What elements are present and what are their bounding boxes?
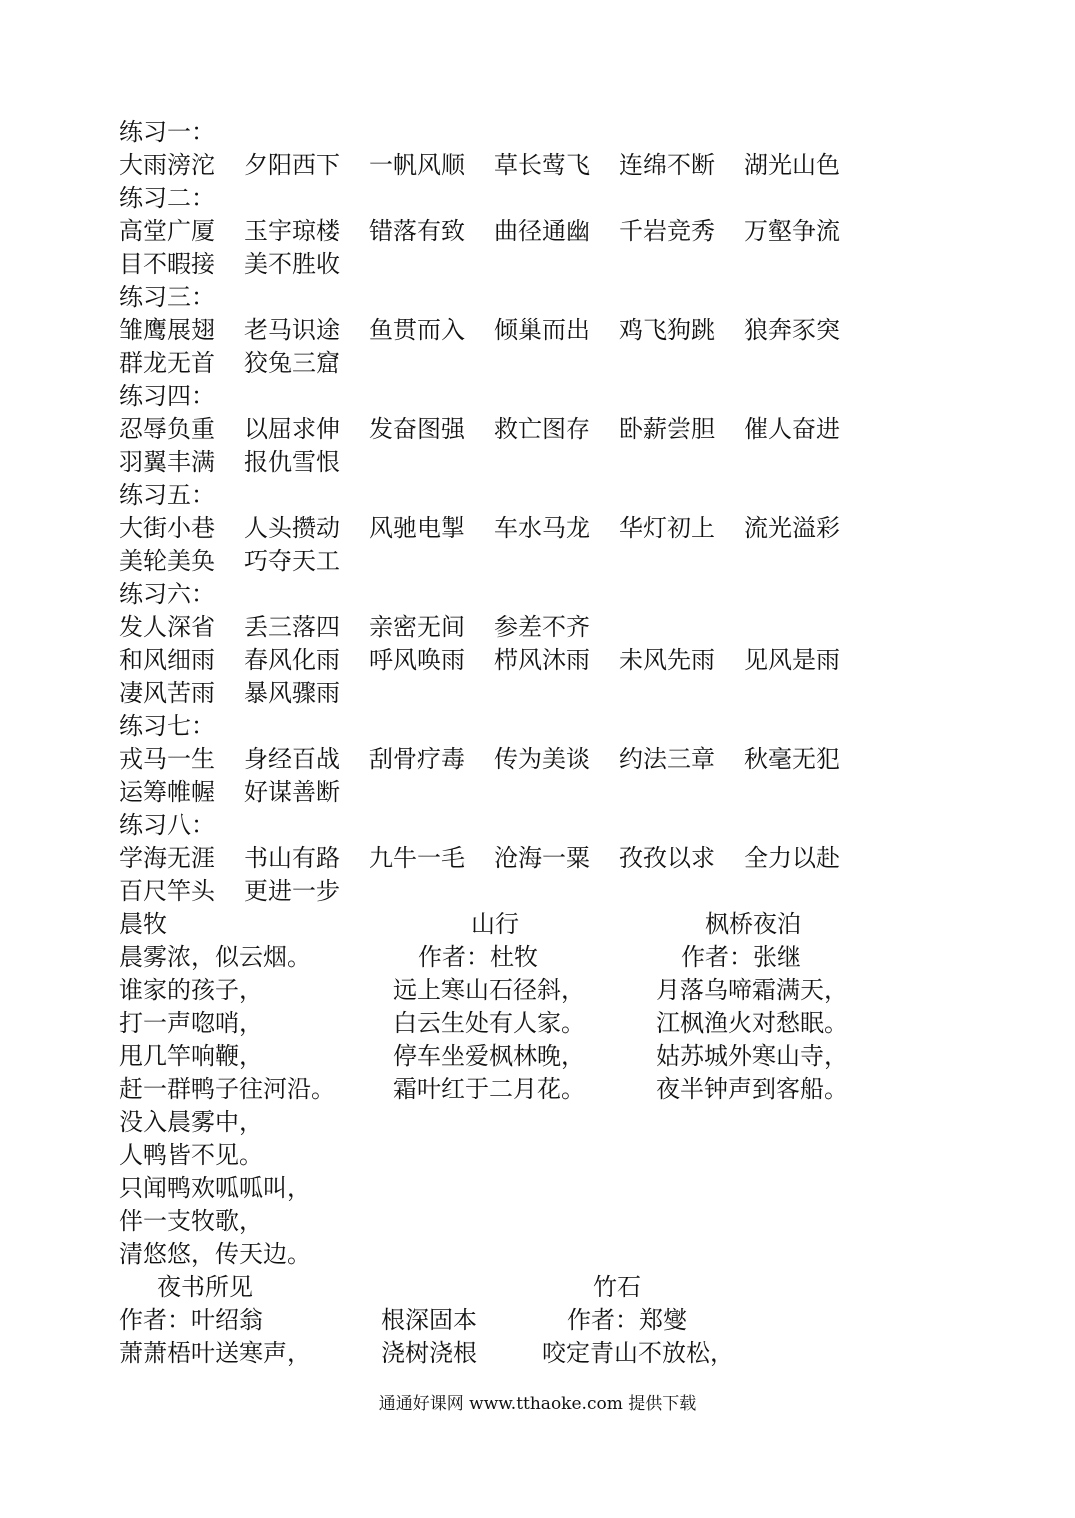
exercise-title: 练习五： — [119, 481, 215, 509]
poem-line-chenmu: 清悠悠，传天边。 — [119, 1240, 311, 1268]
idiom: 倾巢而出 — [494, 316, 590, 344]
poem-line-chenmu: 晨雾浓，似云烟。 — [119, 943, 311, 971]
poem-line-chenmu: 没入晨雾中， — [119, 1108, 263, 1136]
exercise-title: 练习二： — [119, 184, 215, 212]
poem-line-shanxing: 远上寒山石径斜， — [393, 976, 585, 1004]
poem-line-yeshu: 萧萧梧叶送寒声， — [119, 1339, 311, 1367]
idiom: 刮骨疗毒 — [369, 745, 465, 773]
poem-line-chenmu: 只闻鸭欢呱呱叫， — [119, 1174, 311, 1202]
idiom: 人头攒动 — [244, 514, 340, 542]
poem-line-chenmu: 甩几竿响鞭， — [119, 1042, 263, 1070]
idiom: 一帆风顺 — [369, 151, 465, 179]
poem-line-chenmu: 谁家的孩子， — [119, 976, 263, 1004]
idiom: 孜孜以求 — [619, 844, 715, 872]
poem-line-chenmu: 赶一群鸭子往河沿。 — [119, 1075, 335, 1103]
idiom: 报仇雪恨 — [244, 448, 340, 476]
idiom: 群龙无首 — [119, 349, 215, 377]
exercise-title: 练习一： — [119, 118, 215, 146]
poem-line-chenmu: 打一声唿哨， — [119, 1009, 263, 1037]
poem-author-yeshu: 作者：叶绍翁 — [119, 1306, 263, 1334]
idiom: 见风是雨 — [744, 646, 840, 674]
poem-line-shanxing: 白云生处有人家。 — [393, 1009, 585, 1037]
idiom: 参差不齐 — [494, 613, 590, 641]
poem-line-fengqiao: 夜半钟声到客船。 — [656, 1075, 848, 1103]
idiom: 凄风苦雨 — [119, 679, 215, 707]
idiom: 连绵不断 — [619, 151, 715, 179]
idiom: 大雨滂沱 — [119, 151, 215, 179]
poem-line-shanxing: 霜叶红于二月花。 — [393, 1075, 585, 1103]
idiom: 华灯初上 — [619, 514, 715, 542]
idiom: 以屈求伸 — [244, 415, 340, 443]
idiom: 戎马一生 — [119, 745, 215, 773]
idiom: 未风先雨 — [619, 646, 715, 674]
poem-title-zhushi: 竹石 — [593, 1273, 641, 1301]
idiom: 草长莺飞 — [494, 151, 590, 179]
idiom: 千岩竞秀 — [619, 217, 715, 245]
idiom: 运筹帷幄 — [119, 778, 215, 806]
poem-author-fengqiao: 作者：张继 — [681, 943, 801, 971]
idiom: 丢三落四 — [244, 613, 340, 641]
idiom: 传为美谈 — [494, 745, 590, 773]
idiom: 鱼贯而入 — [369, 316, 465, 344]
idiom: 发奋图强 — [369, 415, 465, 443]
idiom: 狡兔三窟 — [244, 349, 340, 377]
idiom: 目不暇接 — [119, 250, 215, 278]
poem-title-fengqiao: 枫桥夜泊 — [705, 910, 801, 938]
idiom: 巧夺天工 — [244, 547, 340, 575]
idiom: 约法三章 — [619, 745, 715, 773]
idiom: 湖光山色 — [744, 151, 840, 179]
genshen-title: 根深固本 — [381, 1306, 477, 1334]
idiom: 玉宇琼楼 — [244, 217, 340, 245]
idiom: 美不胜收 — [244, 250, 340, 278]
idiom: 全力以赴 — [744, 844, 840, 872]
idiom: 雏鹰展翅 — [119, 316, 215, 344]
idiom: 秋毫无犯 — [744, 745, 840, 773]
exercise-title: 练习六： — [119, 580, 215, 608]
idiom: 九牛一毛 — [369, 844, 465, 872]
poem-line-chenmu: 人鸭皆不见。 — [119, 1141, 263, 1169]
idiom: 身经百战 — [244, 745, 340, 773]
idiom: 好谋善断 — [244, 778, 340, 806]
genshen-line: 浇树浇根 — [381, 1339, 477, 1367]
poem-line-chenmu: 伴一支牧歌， — [119, 1207, 263, 1235]
idiom: 羽翼丰满 — [119, 448, 215, 476]
idiom: 鸡飞狗跳 — [619, 316, 715, 344]
idiom: 万壑争流 — [744, 217, 840, 245]
idiom: 沧海一粟 — [494, 844, 590, 872]
idiom: 美轮美奂 — [119, 547, 215, 575]
idiom: 更进一步 — [244, 877, 340, 905]
idiom: 百尺竿头 — [119, 877, 215, 905]
idiom: 救亡图存 — [494, 415, 590, 443]
poem-author-shanxing: 作者：杜牧 — [418, 943, 538, 971]
exercise-title: 练习四： — [119, 382, 215, 410]
idiom: 亲密无间 — [369, 613, 465, 641]
idiom: 学海无涯 — [119, 844, 215, 872]
idiom: 夕阳西下 — [244, 151, 340, 179]
poem-line-zhushi: 咬定青山不放松， — [542, 1339, 734, 1367]
idiom: 发人深省 — [119, 613, 215, 641]
poem-author-zhushi: 作者：郑燮 — [567, 1306, 687, 1334]
exercise-title: 练习八： — [119, 811, 215, 839]
idiom: 暴风骤雨 — [244, 679, 340, 707]
idiom: 狼奔豕突 — [744, 316, 840, 344]
idiom: 错落有致 — [369, 217, 465, 245]
poem-line-shanxing: 停车坐爱枫林晚， — [393, 1042, 585, 1070]
idiom: 春风化雨 — [244, 646, 340, 674]
idiom: 忍辱负重 — [119, 415, 215, 443]
idiom: 栉风沐雨 — [494, 646, 590, 674]
idiom: 呼风唤雨 — [369, 646, 465, 674]
poem-line-fengqiao: 姑苏城外寒山寺， — [656, 1042, 848, 1070]
idiom: 流光溢彩 — [744, 514, 840, 542]
idiom: 和风细雨 — [119, 646, 215, 674]
idiom: 卧薪尝胆 — [619, 415, 715, 443]
exercise-title: 练习三： — [119, 283, 215, 311]
idiom: 曲径通幽 — [494, 217, 590, 245]
idiom: 催人奋进 — [744, 415, 840, 443]
poem-line-fengqiao: 月落乌啼霜满天， — [656, 976, 848, 1004]
poem-line-fengqiao: 江枫渔火对愁眠。 — [656, 1009, 848, 1037]
page-footer: 通通好课网 www.tthaoke.com 提供下载 — [378, 1394, 697, 1414]
poem-title-chenmu: 晨牧 — [119, 910, 167, 938]
idiom: 高堂广厦 — [119, 217, 215, 245]
idiom: 车水马龙 — [494, 514, 590, 542]
idiom: 书山有路 — [244, 844, 340, 872]
poem-title-yeshu: 夜书所见 — [157, 1273, 253, 1301]
idiom: 风驰电掣 — [369, 514, 465, 542]
poem-title-shanxing: 山行 — [471, 910, 519, 938]
idiom: 大街小巷 — [119, 514, 215, 542]
exercise-title: 练习七： — [119, 712, 215, 740]
idiom: 老马识途 — [244, 316, 340, 344]
